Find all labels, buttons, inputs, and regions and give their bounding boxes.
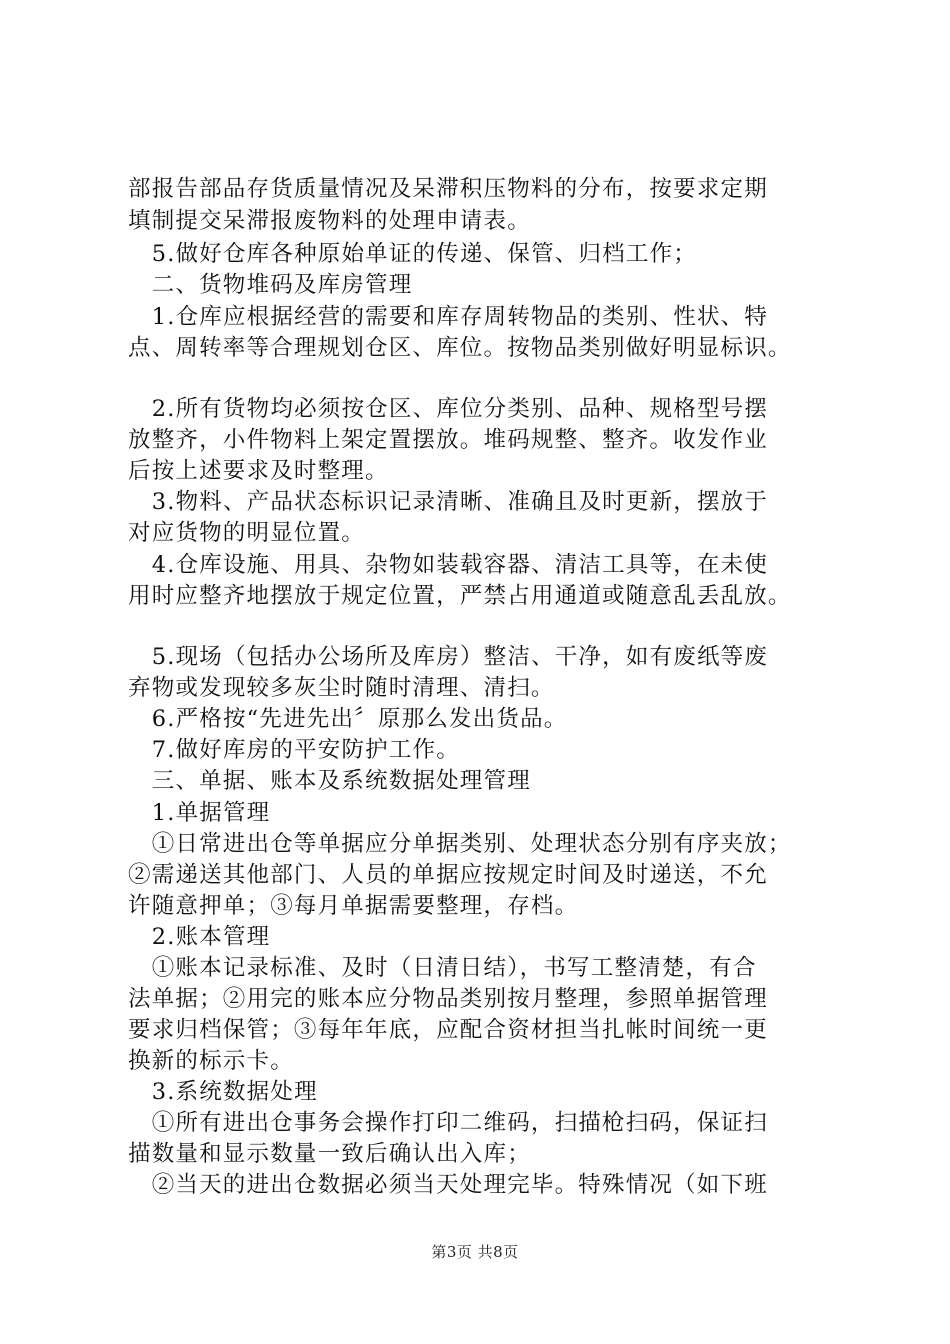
- text-line: ①账本记录标准、及时（日清日结），书写工整清楚，有合: [128, 955, 757, 981]
- subsection-heading: 1.单据管理: [128, 800, 271, 826]
- subsection-heading: 3.系统数据处理: [128, 1079, 318, 1105]
- section-heading: 三、单据、账本及系统数据处理管理: [128, 768, 531, 794]
- text-line: 部报告部品存货质量情况及呆滞积压物料的分布，按要求定期: [128, 176, 768, 202]
- subsection-heading: 2.账本管理: [128, 924, 271, 950]
- text-line: 5.做好仓库各种原始单证的传递、保管、归档工作；: [128, 241, 697, 267]
- text-line: 要求归档保管；③每年年底，应配合资材担当扎帐时间统一更: [128, 1017, 768, 1043]
- text-line: ①日常进出仓等单据应分单据类别、处理状态分别有序夹放；: [128, 831, 792, 857]
- text-line: 用时应整齐地摆放于规定位置，严禁占用通道或随意乱丢乱放。: [128, 583, 792, 609]
- text-line: 许随意押单；③每月单据需要整理，存档。: [128, 893, 579, 919]
- text-line: 6.严格按“先进先出〞原那么发出货品。: [128, 706, 568, 732]
- text-line: 5.现场（包括办公场所及库房）整洁、干净，如有废纸等废: [128, 644, 769, 670]
- text-line: 7.做好库房的平安防护工作。: [128, 737, 460, 763]
- text-line: 后按上述要求及时整理。: [128, 458, 389, 484]
- text-line: 3.物料、产品状态标识记录清晰、准确且及时更新，摆放于: [128, 489, 769, 515]
- text-line: ②需递送其他部门、人员的单据应按规定时间及时递送，不允: [128, 862, 768, 888]
- text-line: 1.仓库应根据经营的需要和库存周转物品的类别、性状、特: [128, 304, 769, 330]
- section-heading: 二、货物堆码及库房管理: [128, 272, 413, 298]
- text-line: ①所有进出仓事务会操作打印二维码，扫描枪扫码，保证扫: [128, 1110, 768, 1136]
- text-line: 弃物或发现较多灰尘时随时清理、清扫。: [128, 675, 555, 701]
- text-line: 放整齐，小件物料上架定置摆放。堆码规整、整齐。收发作业: [128, 427, 768, 453]
- text-line: 法单据；②用完的账本应分物品类别按月整理，参照单据管理: [128, 986, 768, 1012]
- text-line: 对应货物的明显位置。: [128, 520, 366, 546]
- text-line: 点、周转率等合理规划仓区、库位。按物品类别做好明显标识。: [128, 335, 792, 361]
- text-line: 换新的标示卡。: [128, 1048, 294, 1074]
- page-number-footer: 第3页 共8页: [431, 1243, 519, 1261]
- text-line: 描数量和显示数量一致后确认出入库；: [128, 1141, 531, 1167]
- text-line: ②当天的进出仓数据必须当天处理完毕。特殊情况（如下班: [128, 1172, 768, 1198]
- text-line: 填制提交呆滞报废物料的处理申请表。: [128, 208, 531, 234]
- text-line: 2.所有货物均必须按仓区、库位分类别、品种、规格型号摆: [128, 396, 769, 422]
- text-line: 4.仓库设施、用具、杂物如装载容器、清洁工具等，在未使: [128, 552, 769, 578]
